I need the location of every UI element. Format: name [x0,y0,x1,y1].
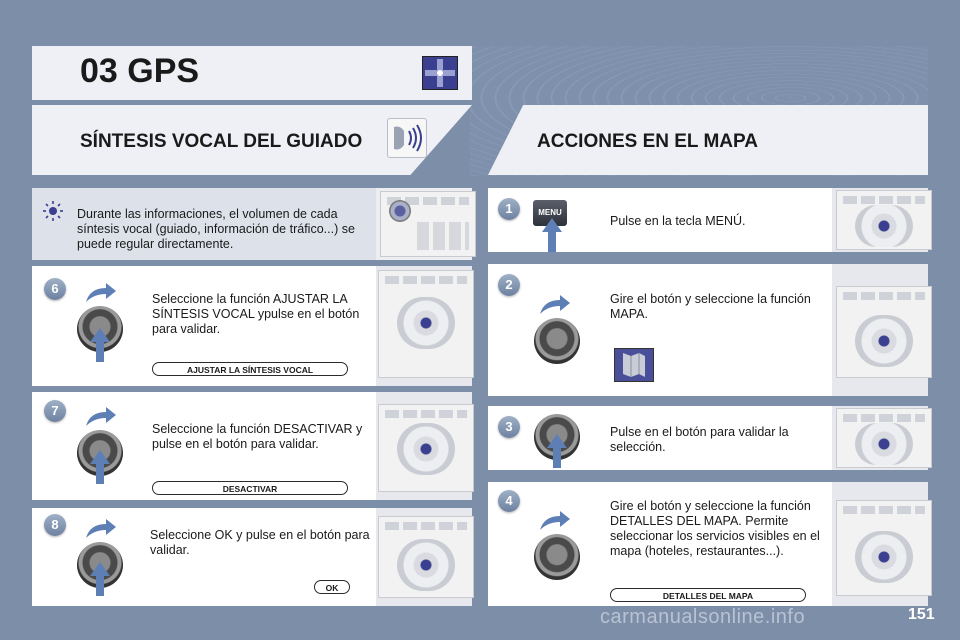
step-8-number: 8 [44,514,66,536]
step-7-text: Seleccione la función DESACTIVAR y pulse en el botón para validar. [152,422,363,451]
press-arrow-icon [90,328,110,362]
map-icon [614,348,654,382]
rotary-knob-icon [534,318,580,364]
rotate-arrow-icon [84,406,118,428]
step-6-badge: AJUSTAR LA SÍNTESIS VOCAL [152,362,348,376]
step-2-number: 2 [498,274,520,296]
lightbulb-tip-icon [42,200,64,222]
press-arrow-icon [90,450,110,484]
step-8-text: Seleccione OK y pulse en el botón para validar. [150,528,370,557]
step-4-number: 4 [498,490,520,512]
radio-console-illustration [380,191,476,257]
gps-crossroads-icon [422,56,458,90]
left-section-title: SÍNTESIS VOCAL DEL GUIADO [80,131,363,152]
press-arrow-icon [542,218,562,252]
step-3-number: 3 [498,416,520,438]
watermark: carmanualsonline.info [600,606,806,628]
control-panel-illustration [836,408,932,468]
rotate-arrow-icon [84,282,118,304]
rotate-arrow-icon [538,294,572,316]
control-panel-illustration [378,270,474,378]
step-2-text: Gire el botón y seleccione la función MAPA. [610,292,811,321]
right-section-title: ACCIONES EN EL MAPA [537,131,758,152]
step-3-text: Pulse en el botón para validar la selección. [610,425,789,454]
step-4-text: Gire el botón y seleccione la función DETALLES DEL MAPA. Permite seleccionar los servicios visibles en el mapa (hoteles, restaurantes...). [610,499,820,558]
rotate-arrow-icon [538,510,572,532]
step-7-badge: DESACTIVAR [152,481,348,495]
step-1-text: Pulse en la tecla MENÚ. [610,214,746,228]
press-arrow-icon [90,562,110,596]
press-arrow-icon [547,434,567,468]
rotate-arrow-icon [84,518,118,540]
page-number: 151 [908,606,935,623]
volume-info-text: Durante las informaciones, el volumen de cada síntesis vocal (guiado, información de tráfico...) se puede regular directamente. [77,207,355,251]
step-8-badge: OK [314,580,350,594]
control-panel-illustration [836,286,932,378]
step-1-number: 1 [498,198,520,220]
step-6-number: 6 [44,278,66,300]
control-panel-illustration [378,516,474,598]
control-panel-illustration [836,190,932,250]
voice-synthesis-icon [387,118,427,158]
control-panel-illustration [378,404,474,492]
menu-key-icon: MENU [533,200,567,226]
step-7-number: 7 [44,400,66,422]
control-panel-illustration [836,500,932,596]
page-title: 03 GPS [80,52,200,90]
step-4-badge: DETALLES DEL MAPA [610,588,806,602]
rotary-knob-icon [534,534,580,580]
step-6-text: Seleccione la función AJUSTAR LA SÍNTESIS VOCAL ypulse en el botón para validar. [152,292,360,336]
